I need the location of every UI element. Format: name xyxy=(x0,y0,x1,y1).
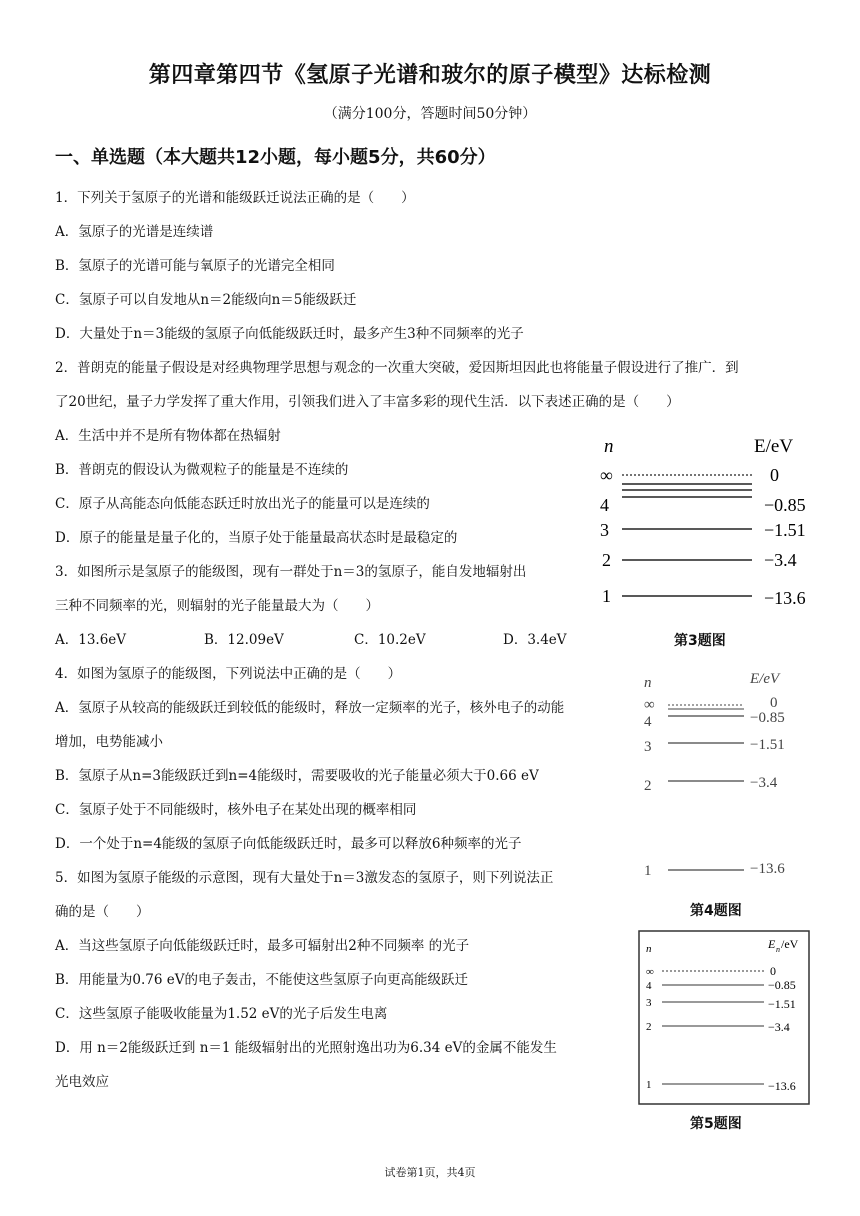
question-4-option-a-line2: 增加，电势能减小 xyxy=(55,734,163,750)
page-footer: 试卷第1页，共4页 xyxy=(384,1166,476,1179)
fig3-level-1-e: −13.6 xyxy=(764,588,806,608)
fig5-level-2-e: −3.4 xyxy=(768,1020,790,1034)
fig4-e-label: E/eV xyxy=(750,671,780,687)
question-2-option-d: D．原子的能量是量子化的，当原子处于能量最高状态时是最稳定的 xyxy=(55,530,458,546)
fig4-level-1-e: −13.6 xyxy=(750,861,785,877)
question-3-option-a: A．13.6eV xyxy=(55,632,127,648)
fig5-e-unit: /eV xyxy=(781,937,799,951)
fig3-n-label: n xyxy=(604,436,614,457)
question-1-stem: 1．下列关于氢原子的光谱和能级跃迁说法正确的是（ ） xyxy=(55,190,415,206)
question-3-option-d: D．3.4eV xyxy=(503,632,567,648)
energy-level-diagram-fig3 xyxy=(594,430,824,615)
fig5-level-2-n: 2 xyxy=(646,1021,652,1033)
fig5-level-4-n: 4 xyxy=(646,980,652,992)
page-title: 第四章第四节《氢原子光谱和玻尔的原子模型》达标检测 xyxy=(148,63,712,88)
question-4-option-b: B．氢原子从n=3能级跃迁到n=4能级时，需要吸收的光子能量必须大于0.66 eV xyxy=(55,768,539,784)
fig5-e-label: E xyxy=(768,937,776,951)
fig5-level-3-n: 3 xyxy=(646,997,652,1009)
fig3-level-3-e: −1.51 xyxy=(764,520,806,540)
question-4-stem: 4．如图为氢原子的能级图，下列说法中正确的是（ ） xyxy=(55,666,402,682)
fig3-level-4-e: −0.85 xyxy=(764,495,806,515)
question-1-option-c: C．氢原子可以自发地从n＝2能级向n＝5能级跃迁 xyxy=(55,292,357,308)
question-4-option-a-line1: A．氢原子从较高的能级跃迁到较低的能级时，释放一定频率的光子，核外电子的动能 xyxy=(55,700,565,716)
fig5-caption: 第5题图 xyxy=(690,1116,742,1132)
question-2-stem-line1: 2．普朗克的能量子假设是对经典物理学思想与观念的一次重大突破，爱因斯坦因此也将能量子假设进行了推广．到 xyxy=(55,360,739,376)
question-2-option-a: A．生活中并不是所有物体都在热辐射 xyxy=(55,428,281,444)
fig4-level-4-n: 4 xyxy=(644,714,652,730)
fig3-level-inf-e: 0 xyxy=(770,465,779,485)
question-5-option-b: B．用能量为0.76 eV的电子轰击，不能使这些氢原子向更高能级跃迁 xyxy=(55,972,469,988)
fig5-n-label: n xyxy=(646,943,652,955)
fig5-level-3-e: −1.51 xyxy=(768,997,796,1011)
fig4-level-inf-n: ∞ xyxy=(644,697,655,713)
question-1-option-a: A．氢原子的光谱是连续谱 xyxy=(55,224,214,240)
question-3-stem-line1: 3．如图所示是氢原子的能级图，现有一群处于n＝3的氢原子，能自发地辐射出 xyxy=(55,564,527,580)
question-5-option-c: C．这些氢原子能吸收能量为1.52 eV的光子后发生电离 xyxy=(55,1006,388,1022)
question-2-option-b: B．普朗克的假设认为微观粒子的能量是不连续的 xyxy=(55,462,349,478)
fig3-level-4-n: 4 xyxy=(600,495,609,515)
fig3-level-inf-n: ∞ xyxy=(600,465,613,485)
fig3-level-2-e: −3.4 xyxy=(764,550,797,570)
fig3-level-2-n: 2 xyxy=(602,550,611,570)
energy-level-diagram-fig5 xyxy=(638,930,810,1105)
fig5-e-sub: n xyxy=(776,945,780,954)
fig5-level-1-n: 1 xyxy=(646,1079,652,1091)
question-5-stem-line2: 确的是（ ） xyxy=(55,904,150,920)
question-3-option-b: B．12.09eV xyxy=(204,632,284,648)
question-1-option-b: B．氢原子的光谱可能与氧原子的光谱完全相同 xyxy=(55,258,335,274)
question-3-stem-line2: 三种不同频率的光，则辐射的光子能量最大为（ ） xyxy=(55,598,379,614)
fig4-level-3-e: −1.51 xyxy=(750,737,785,753)
fig4-level-2-e: −3.4 xyxy=(750,775,778,791)
fig5-level-1-e: −13.6 xyxy=(768,1079,796,1093)
question-3-option-c: C．10.2eV xyxy=(354,632,426,648)
fig4-caption: 第4题图 xyxy=(690,903,742,919)
question-2-stem-line2: 了20世纪，量子力学发挥了重大作用，引领我们进入了丰富多彩的现代生活．以下表述正确的是（ ） xyxy=(55,394,680,410)
question-2-option-c: C．原子从高能态向低能态跃迁时放出光子的能量可以是连续的 xyxy=(55,496,430,512)
fig3-caption: 第3题图 xyxy=(674,633,726,649)
question-4-option-d: D．一个处于n=4能级的氢原子向低能级跃迁时，最多可以释放6种频率的光子 xyxy=(55,836,522,852)
fig5-level-inf-n: ∞ xyxy=(646,966,654,978)
fig4-level-inf-e: 0 xyxy=(770,695,778,711)
fig4-level-1-n: 1 xyxy=(644,863,652,879)
question-5-option-a: A．当这些氢原子向低能级跃迁时，最多可辐射出2种不同频率 的光子 xyxy=(55,938,470,954)
fig4-n-label: n xyxy=(644,675,652,691)
fig4-level-2-n: 2 xyxy=(644,778,652,794)
fig5-level-inf-e: 0 xyxy=(770,964,776,978)
fig3-level-3-n: 3 xyxy=(600,520,609,540)
question-5-option-d-line2: 光电效应 xyxy=(55,1074,109,1090)
page-subtitle: （满分100分，答题时间50分钟） xyxy=(323,106,537,122)
fig4-level-4-e: −0.85 xyxy=(750,710,785,726)
fig3-e-label: E/eV xyxy=(754,436,794,457)
question-1-option-d: D．大量处于n＝3能级的氢原子向低能级跃迁时，最多产生3种不同频率的光子 xyxy=(55,326,524,342)
question-5-stem-line1: 5．如图为氢原子能级的示意图，现有大量处于n＝3激发态的氢原子，则下列说法正 xyxy=(55,870,554,886)
energy-level-diagram-fig4 xyxy=(640,665,810,885)
question-5-option-d-line1: D．用 n＝2能级跃迁到 n＝1 能级辐射出的光照射逸出功为6.34 eV的金属不能发生 xyxy=(55,1040,557,1056)
fig4-level-3-n: 3 xyxy=(644,739,652,755)
question-4-option-c: C．氢原子处于不同能级时，核外电子在某处出现的概率相同 xyxy=(55,802,417,818)
fig3-level-1-n: 1 xyxy=(602,586,611,606)
fig5-level-4-e: −0.85 xyxy=(768,978,796,992)
section-heading: 一、单选题（本大题共12小题，每小题5分，共60分） xyxy=(55,147,496,168)
